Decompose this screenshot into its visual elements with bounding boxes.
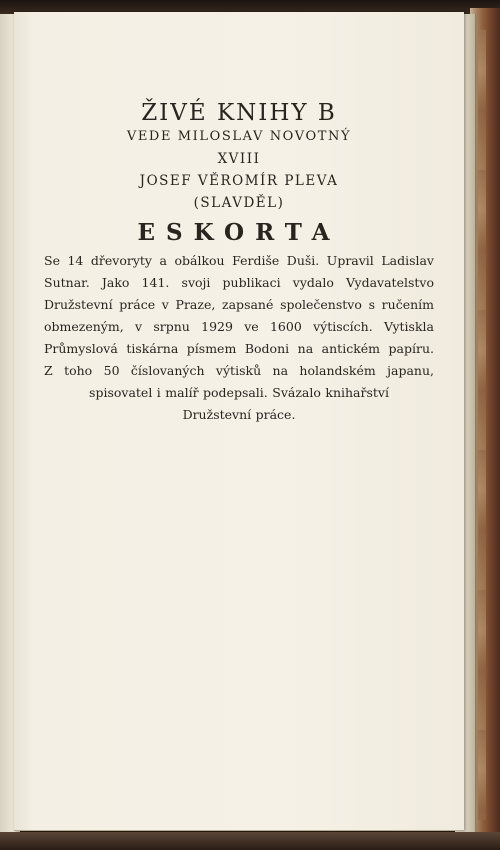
colophon-line: spisovatel i malíř podepsali. Svázalo knihařství	[89, 385, 389, 400]
book-page	[14, 12, 464, 831]
colophon-line: Z toho 50 číslovaných výtisků na holandském japanu,	[44, 363, 434, 378]
colophon-line: Družstevní práce.	[182, 407, 296, 422]
colophon-block	[44, 100, 434, 426]
series-title: ŽIVÉ KNIHY B	[141, 100, 337, 126]
background-bottom	[0, 832, 500, 850]
colophon-line: Se 14 dřevoryty a obálkou Ferdiše Duši. Upravil Ladislav	[44, 253, 434, 268]
book-title: ESKORTA	[137, 219, 341, 246]
colophon-line: Průmyslová tiskárna písmem Bodoni na antickém papíru.	[44, 341, 434, 356]
colophon-line: obmezeným, v srpnu 1929 ve 1600 výtiscích. Vytiskla	[44, 319, 434, 334]
author-pseudonym: (SLAVDĚL)	[193, 195, 285, 211]
colophon-line: Družstevní práce v Praze, zapsané společenstvo s ručením	[44, 297, 434, 312]
book-cover-texture	[478, 30, 486, 820]
volume-number: XVIII	[217, 151, 261, 167]
editor-line: VEDE MILOSLAV NOVOTNÝ	[126, 129, 352, 144]
colophon-line: Sutnar. Jako 141. svoji publikaci vydalo Vydavatelstvo	[44, 275, 434, 290]
author-name: JOSEF VĚROMÍR PLEVA	[139, 173, 339, 189]
colophon-text	[44, 250, 434, 426]
